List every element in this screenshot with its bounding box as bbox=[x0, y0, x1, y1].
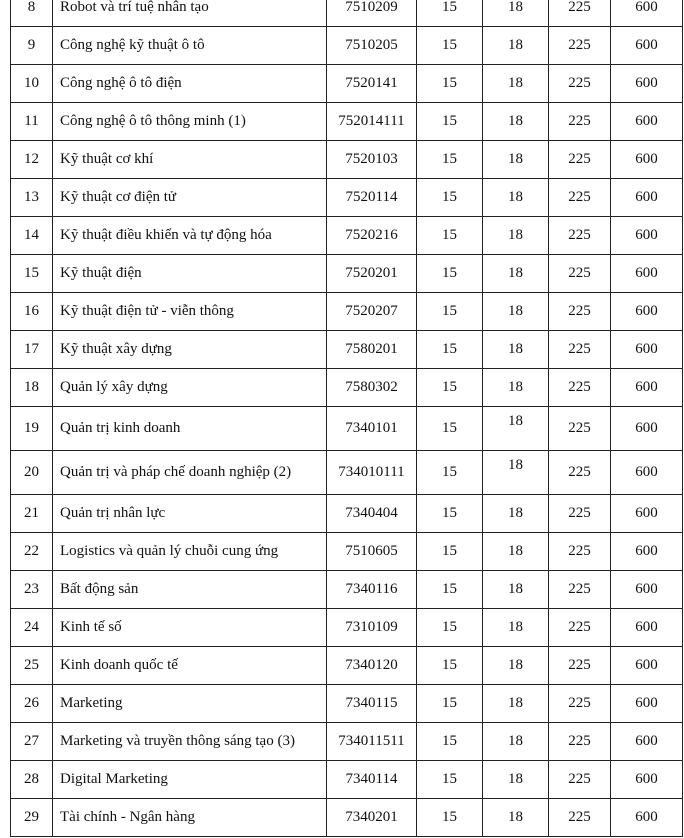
table-row bbox=[11, 571, 683, 609]
program-name-cell: Kỹ thuật xây dựng bbox=[53, 331, 327, 369]
value-cell: 600 bbox=[611, 103, 683, 141]
value-cell: 225 bbox=[549, 179, 611, 217]
value-cell: 15 bbox=[417, 571, 483, 609]
value-cell: 600 bbox=[611, 451, 683, 495]
row-number-cell: 20 bbox=[11, 451, 53, 495]
value-cell: 600 bbox=[611, 331, 683, 369]
table-row bbox=[11, 799, 683, 837]
program-name-cell: Kỹ thuật điện tử - viễn thông bbox=[53, 293, 327, 331]
value-cell: 15 bbox=[417, 533, 483, 571]
table-row bbox=[11, 217, 683, 255]
value-cell: 600 bbox=[611, 141, 683, 179]
value-cell: 15 bbox=[417, 217, 483, 255]
value-cell: 225 bbox=[549, 571, 611, 609]
value-cell: 18 bbox=[483, 647, 549, 685]
program-name-cell: Công nghệ kỹ thuật ô tô bbox=[53, 27, 327, 65]
value-cell: 15 bbox=[417, 723, 483, 761]
program-code-cell: 752014111 bbox=[327, 103, 417, 141]
program-code-cell: 7520216 bbox=[327, 217, 417, 255]
value-cell: 225 bbox=[549, 369, 611, 407]
value-cell: 600 bbox=[611, 0, 683, 27]
program-code-cell: 7340120 bbox=[327, 647, 417, 685]
table-row bbox=[11, 369, 683, 407]
program-name-cell: Marketing bbox=[53, 685, 327, 723]
row-number-cell: 21 bbox=[11, 495, 53, 533]
value-cell: 15 bbox=[417, 65, 483, 103]
value-cell: 225 bbox=[549, 647, 611, 685]
value-cell: 225 bbox=[549, 495, 611, 533]
value-cell: 18 bbox=[483, 103, 549, 141]
value-cell: 225 bbox=[549, 217, 611, 255]
value-cell: 18 bbox=[483, 533, 549, 571]
program-code-cell: 7510605 bbox=[327, 533, 417, 571]
value-cell: 15 bbox=[417, 761, 483, 799]
value-cell: 600 bbox=[611, 407, 683, 451]
value-cell: 18 bbox=[483, 331, 549, 369]
program-name-cell: Kỹ thuật cơ điện tử bbox=[53, 179, 327, 217]
program-code-cell: 7520207 bbox=[327, 293, 417, 331]
value-cell: 18 bbox=[483, 65, 549, 103]
program-name-cell: Công nghệ ô tô thông minh (1) bbox=[53, 103, 327, 141]
value-cell: 600 bbox=[611, 799, 683, 837]
value-cell: 225 bbox=[549, 255, 611, 293]
value-cell: 225 bbox=[549, 103, 611, 141]
value-cell: 600 bbox=[611, 255, 683, 293]
value-cell: 18 bbox=[483, 141, 549, 179]
value-cell: 225 bbox=[549, 609, 611, 647]
value-cell: 18 bbox=[483, 179, 549, 217]
table-row bbox=[11, 761, 683, 799]
program-code-cell: 7340404 bbox=[327, 495, 417, 533]
program-code-cell: 7310109 bbox=[327, 609, 417, 647]
program-code-cell: 7340114 bbox=[327, 761, 417, 799]
row-number-cell: 15 bbox=[11, 255, 53, 293]
row-number-cell: 24 bbox=[11, 609, 53, 647]
row-number-cell: 14 bbox=[11, 217, 53, 255]
table-row bbox=[11, 723, 683, 761]
value-cell: 225 bbox=[549, 141, 611, 179]
value-cell: 15 bbox=[417, 799, 483, 837]
table-row bbox=[11, 685, 683, 723]
table-row bbox=[11, 495, 683, 533]
value-cell: 225 bbox=[549, 0, 611, 27]
value-cell: 600 bbox=[611, 293, 683, 331]
value-cell: 600 bbox=[611, 723, 683, 761]
value-cell: 600 bbox=[611, 609, 683, 647]
value-cell: 225 bbox=[549, 533, 611, 571]
value-cell: 15 bbox=[417, 369, 483, 407]
program-code-cell: 7340101 bbox=[327, 407, 417, 451]
value-cell: 600 bbox=[611, 495, 683, 533]
table-row bbox=[11, 331, 683, 369]
value-cell: 225 bbox=[549, 293, 611, 331]
table-row bbox=[11, 65, 683, 103]
value-cell: 15 bbox=[417, 647, 483, 685]
program-code-cell: 7520141 bbox=[327, 65, 417, 103]
value-cell: 15 bbox=[417, 451, 483, 495]
program-name-cell: Quản lý xây dựng bbox=[53, 369, 327, 407]
table-row bbox=[11, 293, 683, 331]
value-cell: 18 bbox=[483, 0, 549, 27]
program-code-cell: 7580201 bbox=[327, 331, 417, 369]
value-cell: 600 bbox=[611, 533, 683, 571]
row-number-cell: 9 bbox=[11, 27, 53, 65]
table-row bbox=[11, 533, 683, 571]
value-cell: 15 bbox=[417, 609, 483, 647]
program-code-cell: 7510205 bbox=[327, 27, 417, 65]
program-code-cell: 7340115 bbox=[327, 685, 417, 723]
value-cell: 225 bbox=[549, 331, 611, 369]
value-cell: 600 bbox=[611, 27, 683, 65]
program-name-cell: Marketing và truyền thông sáng tạo (3) bbox=[53, 723, 327, 761]
value-cell: 15 bbox=[417, 495, 483, 533]
table-row bbox=[11, 451, 683, 495]
row-number-cell: 27 bbox=[11, 723, 53, 761]
value-cell: 225 bbox=[549, 65, 611, 103]
program-code-cell: 734011511 bbox=[327, 723, 417, 761]
table-body bbox=[11, 0, 683, 837]
row-number-cell: 22 bbox=[11, 533, 53, 571]
row-number-cell: 26 bbox=[11, 685, 53, 723]
value-cell: 18 bbox=[483, 799, 549, 837]
row-number-cell: 18 bbox=[11, 369, 53, 407]
value-cell: 18 bbox=[483, 609, 549, 647]
table-row bbox=[11, 407, 683, 451]
program-name-cell: Bất động sản bbox=[53, 571, 327, 609]
program-code-cell: 7520114 bbox=[327, 179, 417, 217]
value-cell: 225 bbox=[549, 27, 611, 65]
program-name-cell: Quản trị và pháp chế doanh nghiệp (2) bbox=[53, 451, 327, 495]
value-cell: 225 bbox=[549, 685, 611, 723]
program-name-cell: Quản trị kinh doanh bbox=[53, 407, 327, 451]
value-cell: 225 bbox=[549, 799, 611, 837]
program-name-cell: Kỹ thuật điện bbox=[53, 255, 327, 293]
program-code-cell: 734010111 bbox=[327, 451, 417, 495]
value-cell: 600 bbox=[611, 685, 683, 723]
value-cell: 15 bbox=[417, 293, 483, 331]
value-cell: 15 bbox=[417, 255, 483, 293]
value-cell: 600 bbox=[611, 65, 683, 103]
value-cell: 15 bbox=[417, 27, 483, 65]
value-cell: 18 bbox=[483, 495, 549, 533]
row-number-cell: 10 bbox=[11, 65, 53, 103]
row-number-cell: 13 bbox=[11, 179, 53, 217]
value-cell: 225 bbox=[549, 407, 611, 451]
program-code-cell: 7580302 bbox=[327, 369, 417, 407]
program-code-cell: 7510209 bbox=[327, 0, 417, 27]
table-row bbox=[11, 609, 683, 647]
table-row bbox=[11, 103, 683, 141]
value-cell: 600 bbox=[611, 761, 683, 799]
value-cell: 18 bbox=[483, 369, 549, 407]
value-cell: 225 bbox=[549, 723, 611, 761]
program-name-cell: Công nghệ ô tô điện bbox=[53, 65, 327, 103]
row-number-cell: 28 bbox=[11, 761, 53, 799]
table-row bbox=[11, 255, 683, 293]
row-number-cell: 16 bbox=[11, 293, 53, 331]
value-cell: 225 bbox=[549, 451, 611, 495]
value-cell: 225 bbox=[549, 761, 611, 799]
program-name-cell: Tài chính - Ngân hàng bbox=[53, 799, 327, 837]
value-cell: 18 bbox=[483, 571, 549, 609]
value-cell: 600 bbox=[611, 217, 683, 255]
program-name-cell: Robot và trí tuệ nhân tạo bbox=[53, 0, 327, 27]
table-row bbox=[11, 647, 683, 685]
value-cell: 600 bbox=[611, 369, 683, 407]
table-row bbox=[11, 141, 683, 179]
program-code-cell: 7340201 bbox=[327, 799, 417, 837]
program-name-cell: Kinh doanh quốc tế bbox=[53, 647, 327, 685]
row-number-cell: 23 bbox=[11, 571, 53, 609]
value-cell: 15 bbox=[417, 179, 483, 217]
value-cell: 15 bbox=[417, 685, 483, 723]
value-cell: 18 bbox=[483, 27, 549, 65]
program-name-cell: Logistics và quản lý chuỗi cung ứng bbox=[53, 533, 327, 571]
value-cell: 18 bbox=[483, 685, 549, 723]
value-cell: 18 bbox=[483, 451, 549, 495]
row-number-cell: 17 bbox=[11, 331, 53, 369]
value-cell: 18 bbox=[483, 407, 549, 451]
value-cell: 15 bbox=[417, 0, 483, 27]
row-number-cell: 11 bbox=[11, 103, 53, 141]
row-number-cell: 8 bbox=[11, 0, 53, 27]
table-row bbox=[11, 27, 683, 65]
value-cell: 18 bbox=[483, 761, 549, 799]
program-code-cell: 7340116 bbox=[327, 571, 417, 609]
value-cell: 15 bbox=[417, 407, 483, 451]
program-name-cell: Digital Marketing bbox=[53, 761, 327, 799]
table-row bbox=[11, 0, 683, 27]
program-name-cell: Kinh tế số bbox=[53, 609, 327, 647]
value-cell: 18 bbox=[483, 255, 549, 293]
value-cell: 18 bbox=[483, 293, 549, 331]
value-cell: 18 bbox=[483, 217, 549, 255]
row-number-cell: 12 bbox=[11, 141, 53, 179]
value-cell: 15 bbox=[417, 103, 483, 141]
value-cell: 18 bbox=[483, 723, 549, 761]
program-table bbox=[10, 0, 683, 837]
value-cell: 15 bbox=[417, 331, 483, 369]
value-cell: 600 bbox=[611, 571, 683, 609]
program-name-cell: Kỹ thuật cơ khí bbox=[53, 141, 327, 179]
row-number-cell: 29 bbox=[11, 799, 53, 837]
value-cell: 600 bbox=[611, 179, 683, 217]
value-cell: 15 bbox=[417, 141, 483, 179]
program-code-cell: 7520103 bbox=[327, 141, 417, 179]
program-name-cell: Kỹ thuật điều khiển và tự động hóa bbox=[53, 217, 327, 255]
row-number-cell: 19 bbox=[11, 407, 53, 451]
program-name-cell: Quản trị nhân lực bbox=[53, 495, 327, 533]
program-code-cell: 7520201 bbox=[327, 255, 417, 293]
value-cell: 600 bbox=[611, 647, 683, 685]
table-row bbox=[11, 179, 683, 217]
row-number-cell: 25 bbox=[11, 647, 53, 685]
